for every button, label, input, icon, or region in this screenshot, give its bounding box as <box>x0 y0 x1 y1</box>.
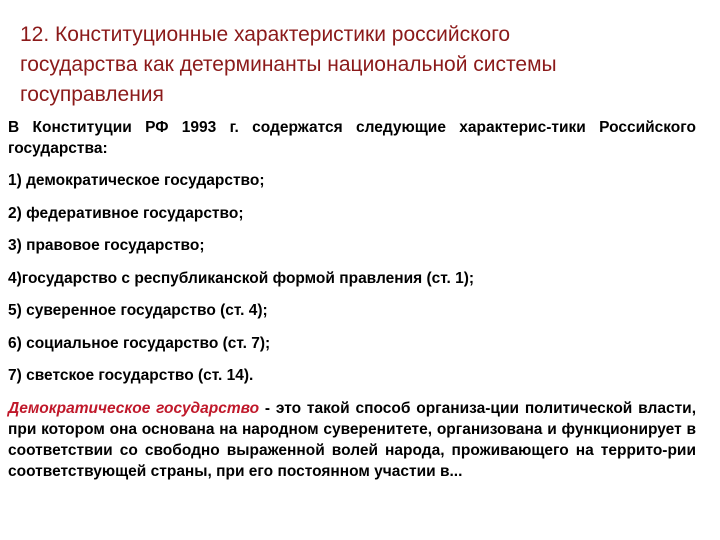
list-item-secular: 7) светское государство (ст. 14). <box>8 367 254 384</box>
title-line-2: государства как детерминанты национальной системы <box>20 53 557 76</box>
title-line-3: госуправления <box>20 83 164 106</box>
definition-paragraph <box>8 398 696 482</box>
title-line-1: 12. Конституционные характеристики российского <box>20 23 511 46</box>
slide-body <box>8 117 696 482</box>
list-item-democratic: 1) демократическое государство; <box>8 172 265 189</box>
definition-text: - это такой способ организа-ции политической власти, при котором она основана на народном суверенитете, организована и функционирует в соответствии со свободно выраженной волей народа, проживающего на террито-рии соответствующей страны, при его постоянном участии в... <box>8 399 696 480</box>
list-item-sovereign: 5) суверенное государство (ст. 4); <box>8 302 268 319</box>
intro-paragraph: В Конституции РФ 1993 г. содержатся следующие характерис-тики Российского государства: <box>8 119 696 157</box>
list-item-legal: 3) правовое государство; <box>8 237 205 254</box>
list-item-federal: 2) федеративное государство; <box>8 204 244 222</box>
list-item-republican: 4)государство с республиканской формой правления (ст. 1); <box>8 269 475 287</box>
list-item-social: 6) социальное государство (ст. 7); <box>8 334 271 352</box>
definition-term: Демократическое государство <box>8 399 260 417</box>
slide-title <box>20 20 700 110</box>
